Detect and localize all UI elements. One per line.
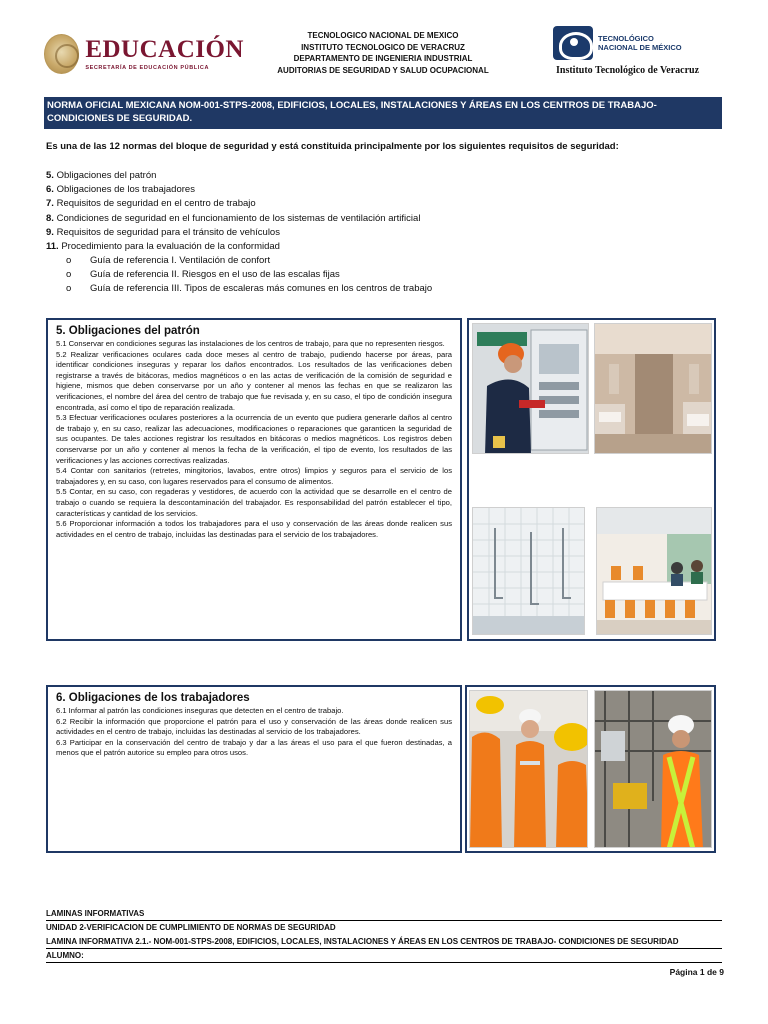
section6-text-box (46, 685, 462, 853)
worker-inspection-photo (472, 323, 589, 454)
guide-item: o Guía de referencia II. Riesgos en el uso de las escalas fijas (66, 269, 340, 281)
section5-photo-box (467, 318, 716, 641)
requirement-item: 9. Requisitos de seguridad para el tránsito de vehículos (46, 226, 280, 238)
institution-line: TECNOLOGICO NACIONAL DE MEXICO (307, 31, 459, 40)
section5-paragraph: 5.3 Efectuar verificaciones oculares posteriores a la ocurrencia de un evento que pudiera generarle daños al centro de trabajo y, en su caso, realizar las adecuaciones, modificaciones o reparaciones que garanticen la seguridad de sus ocupantes. De tales acciones registrar los resultados en bitácoras o medios magnéticos. Los registros deben conservarse por un año y contener al menos la fecha de la verificación, el tipo de evento, los resultados de las verificaciones y las acciones correctivas realizadas. (56, 413, 452, 465)
requirement-item: 5. Obligaciones del patrón (46, 170, 157, 181)
institution-block (258, 30, 508, 76)
requirement-item: 11. Procedimiento para la evaluación de la conformidad (46, 241, 280, 253)
requirement-item: 7. Requisitos de seguridad en el centro de trabajo (46, 198, 256, 210)
guide-item: o Guía de referencia I. Ventilación de confort (66, 255, 271, 266)
page-number: Página 1 de 9 (669, 967, 724, 977)
mexico-seal-icon (44, 34, 79, 74)
requirement-item: 6. Obligaciones de los trabajadores (46, 184, 195, 196)
institution-line: INSTITUTO TECNOLOGICO DE VERACRUZ (301, 42, 465, 52)
footer-line: ALUMNO: (46, 951, 722, 963)
itv-label: Instituto Tecnológico de Veracruz (556, 65, 700, 76)
edu-brand: EDUCACIÓN (85, 36, 244, 63)
restroom-photo (594, 323, 712, 454)
requirement-item: 8. Condiciones de seguridad en el funcionamiento de los sistemas de ventilación artificial (46, 212, 421, 224)
edu-subtitle: SECRETARÍA DE EDUCACIÓN PÚBLICA (85, 65, 210, 71)
section5-paragraph: 5.5 Contar, en su caso, con regaderas y vestidores, de acuerdo con la actividad que se desarrolle en el centro de trabajo o cuando se requiera la descontaminación del trabajador. Es responsabilidad del patrón establecer el tipo, características y cantidad de los servicios. (56, 487, 452, 518)
section6-paragraph: 6.2 Recibir la información que proporcione el patrón para el uso y conservación de las áreas donde realicen sus actividades en el centro de trabajo, incluidas las destinadas al servicio de los trabajadores. (56, 716, 452, 737)
intro-text: Es una de las 12 normas del bloque de seguridad y está constituida principalmente por los siguientes requisitos de seguridad: (46, 141, 619, 152)
footer (46, 909, 722, 963)
section5-paragraph: 5.1 Conservar en condiciones seguras las instalaciones de los centros de trabajo, para que no representen riesgos. (56, 339, 445, 348)
norm-title: NORMA OFICIAL MEXICANA NOM-001-STPS-2008, EDIFICIOS, LOCALES, INSTALACIONES Y ÁREAS EN LOS CENTROS DE TRABAJO- CONDICIONES DE SEGURIDAD. (44, 97, 722, 129)
section5-title: 5. Obligaciones del patrón (56, 325, 200, 337)
section5-paragraph: 5.4 Contar con sanitarios (retretes, mingitorios, lavabos, entre otros) limpios y seguros para el servicio de los trabajadores y, en su caso, con lugares reservados para el consumo de alimentos. (56, 466, 452, 486)
tecnm-line2: NACIONAL DE MÉXICO (598, 43, 682, 52)
page-header (0, 0, 768, 95)
construction-site-photo (594, 690, 712, 848)
section6-photo-box (465, 685, 716, 853)
requirements-list (46, 169, 722, 254)
footer-line: UNIDAD 2-VERIFICACION DE CUMPLIMIENTO DE NORMAS DE SEGURIDAD (46, 923, 336, 932)
institution-line: AUDITORIAS DE SEGURIDAD Y SALUD OCUPACIONAL (277, 65, 489, 75)
showers-photo (472, 507, 585, 635)
guide-item: o Guía de referencia III. Tipos de escaleras más comunes en los centros de trabajo (66, 283, 433, 295)
workers-hardhats-photo (469, 690, 588, 848)
dining-area-photo (596, 507, 712, 635)
section6-paragraph: 6.3 Participar en la conservación del centro de trabajo y dar a las áreas el uso para el que fueron destinadas, a menos que el patrón autorice su empleo para otros usos. (56, 737, 452, 758)
section6-title: 6. Obligaciones de los trabajadores (56, 692, 250, 704)
guides-list (66, 254, 706, 297)
footer-line: LAMINA INFORMATIVA 2.1.- NOM-001-STPS-2008, EDIFICIOS, LOCALES, INSTALACIONES Y ÁREAS EN LOS CENTROS DE TRABAJO- CONDICIONES DE SEGURIDAD (46, 937, 722, 949)
tecnm-emblem-icon (553, 26, 593, 60)
institution-line: DEPARTAMENTO DE INGENIERIA INDUSTRIAL (293, 54, 473, 63)
tecnm-line1: TECNOLÓGICO (598, 34, 654, 43)
sep-educacion-logo (44, 30, 244, 78)
tecnm-logo (553, 23, 713, 63)
footer-line: LAMINAS INFORMATIVAS (46, 909, 722, 921)
section6-paragraph: 6.1 Informar al patrón las condiciones inseguras que detecten en el centro de trabajo. (56, 706, 344, 715)
section5-text-box (46, 318, 462, 641)
section5-paragraph: 5.6 Proporcionar información a todos los trabajadores para el uso y conservación de las áreas donde realicen sus actividades en el centro de trabajo, incluidas las destinadas para el servicio de los trabajadores. (56, 519, 452, 539)
section5-paragraph: 5.2 Realizar verificaciones oculares cada doce meses al centro de trabajo, pudiendo hacerse por áreas, para identificar condiciones inseguras y reparar los daños encontrados. Los resultados de las verificaciones deben registrarse a través de bitácoras, medios magnéticos o en las actas de verificación de la comisión de seguridad e higiene, mismos que deben conservarse por un año y contener al menos las fechas en que se realizaron las verificaciones, el nombre del área del centro de trabajo que fue revisada y, en su caso, el tipo de condición insegura encontrada, así como el tipo de reparación realizada. (56, 349, 452, 412)
